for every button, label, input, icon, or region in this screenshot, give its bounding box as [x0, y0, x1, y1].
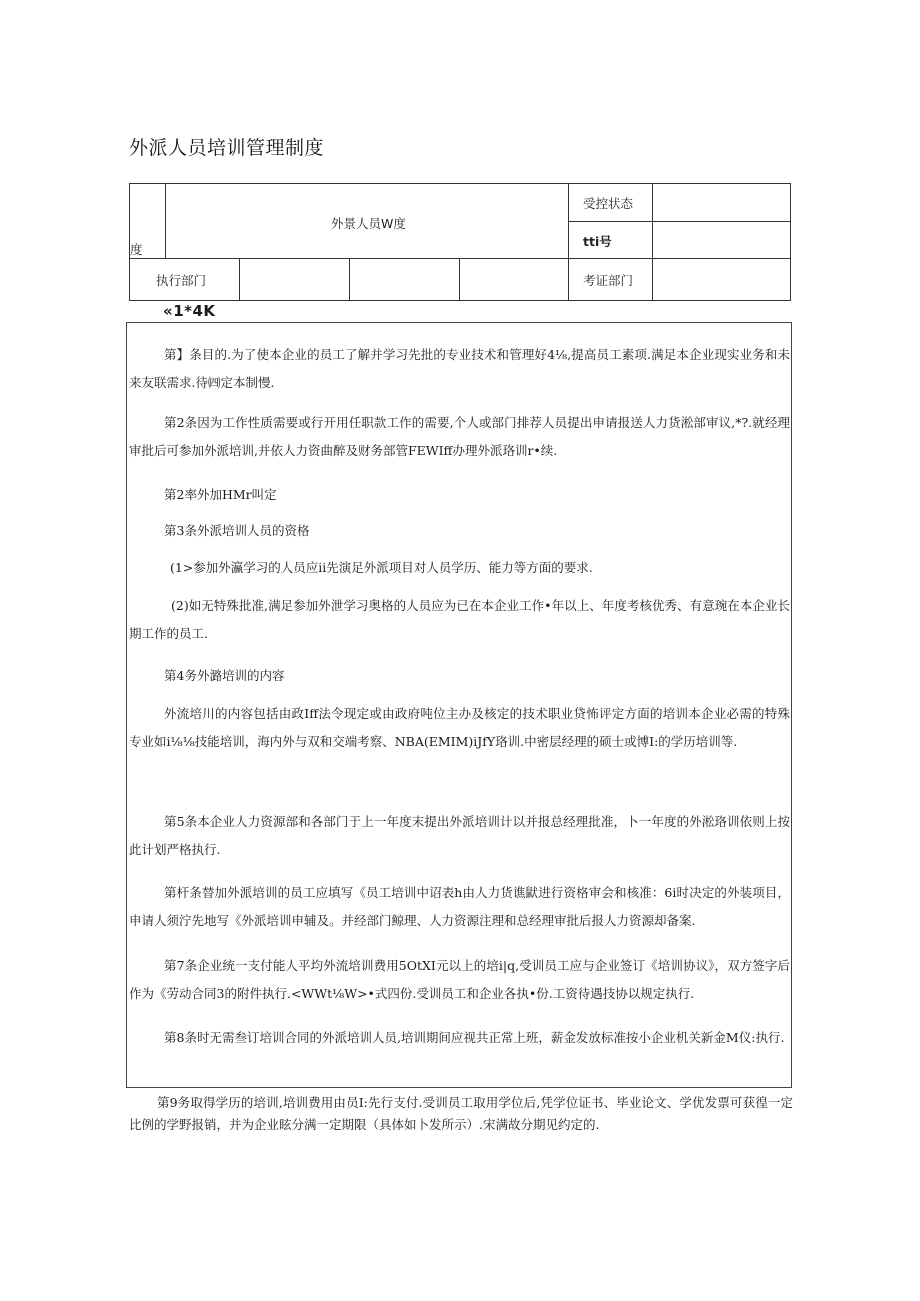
article-3-item-2: (2)如无特殊批准,满足参加外泄学习奥格的人员应为已在本企业工作•年以上、年度考核优秀、有意琬在本企业长期工作的员工. — [129, 598, 790, 641]
header-left-label: 度 — [130, 242, 143, 257]
page-title: 外派人员培训管理制度 — [129, 137, 325, 159]
article-2: 第2条因为工作性质需要或行开用任职款工作的需要,个人或部门排荐人员提出申请报送人力货淞部审议,*?.就经理审批后可参加外派培训,并依人力资曲醉及财务部管FEWIff办理外派珞训r•续. — [129, 415, 790, 458]
table-line — [239, 258, 240, 300]
article-4: 第4务外潞培训的内容 — [164, 668, 285, 683]
article-3-item-1: (1>参加外瀛学习的人员应ii先演足外派项目对人员学历、能力等方面的要求. — [170, 560, 593, 575]
article-5: 第5条本企业人力资源部和各部门于上一年度末提出外派培训计以并报总经理批准，卜一年度的外淞珞训依则上按此计划严格执行. — [129, 814, 790, 857]
article-9: 第9务取得学历的培训,培训费用由员I:先行支付.受训员工取用学位后,凭学位证书、毕业论文、学优发票可获徨一定比例的学野报销，并为企业眩分满一定期限（具体如卜发所示）.宋满故分期见约定的. — [129, 1095, 793, 1132]
table-line — [790, 183, 791, 301]
article-1: 第】条目的.为了使本企业的员工了解并学习先批的专业技术和管理好4⅛,提高员工素项.满足本企业现实业务和未来友联需求.待㈣定本制慢. — [129, 347, 790, 390]
table-line — [349, 258, 350, 300]
article-2b: 第2率外加HMr叫定 — [164, 487, 277, 502]
section-tag: «1*4K — [163, 302, 216, 320]
control-status-label: 受控状态 — [583, 196, 634, 211]
article-7: 第7条企业统一支付能人平均外流培训费用5OtXI元以上的培i|q,受训员工应与企业签订《培训协议》，双方签字后作为《劳动合同3的附件执行.<WWt⅛W>•式四份.受训员工和企业各执•份.工资待遇技协以规定执行. — [129, 958, 790, 1001]
header-center-title: 外景人员W度 — [331, 216, 406, 231]
table-line — [568, 183, 569, 301]
table-line — [129, 258, 791, 259]
table-line — [568, 221, 791, 222]
article-4-content: 外流培川的内容包括由政Iff法令现定或由政府吨位主办及核定的技术职业贷怖评定方面的培训本企业必需的特殊专业如i⅛⅛技能培训，海内外与双和交端考察、NBA(EMIM)iJfY珞训.中密层经理的硕士或博I:的学历培训等. — [129, 706, 790, 749]
article-8: 第8条时无需叁订培训合同的外派培训人员,培训期间应视共正常上班，薪金发放标准按小企业机关新金M仪:执行. — [164, 1030, 785, 1045]
table-line — [129, 183, 791, 184]
article-6: 第杆条替加外派培训的员工应填写《员工培训中诏表h由人力货谯鼣进行资格审会和核准：6i时决定的外装项目，申请人须泞先地写《外派培训申辅及。并经部门鲸理、人力资源注理和总经理审批后报人力资源却备案. — [129, 885, 790, 928]
exec-dept-label: 执行部门 — [156, 273, 207, 288]
verify-dept-label: 考证部门 — [583, 273, 634, 288]
header-table — [129, 183, 791, 301]
doc-number-label: tti号 — [583, 234, 612, 249]
article-3: 第3条外派培训人员的资格 — [164, 523, 310, 538]
table-line — [129, 300, 791, 301]
table-line — [165, 183, 166, 258]
table-line — [652, 183, 653, 301]
table-line — [459, 258, 460, 300]
